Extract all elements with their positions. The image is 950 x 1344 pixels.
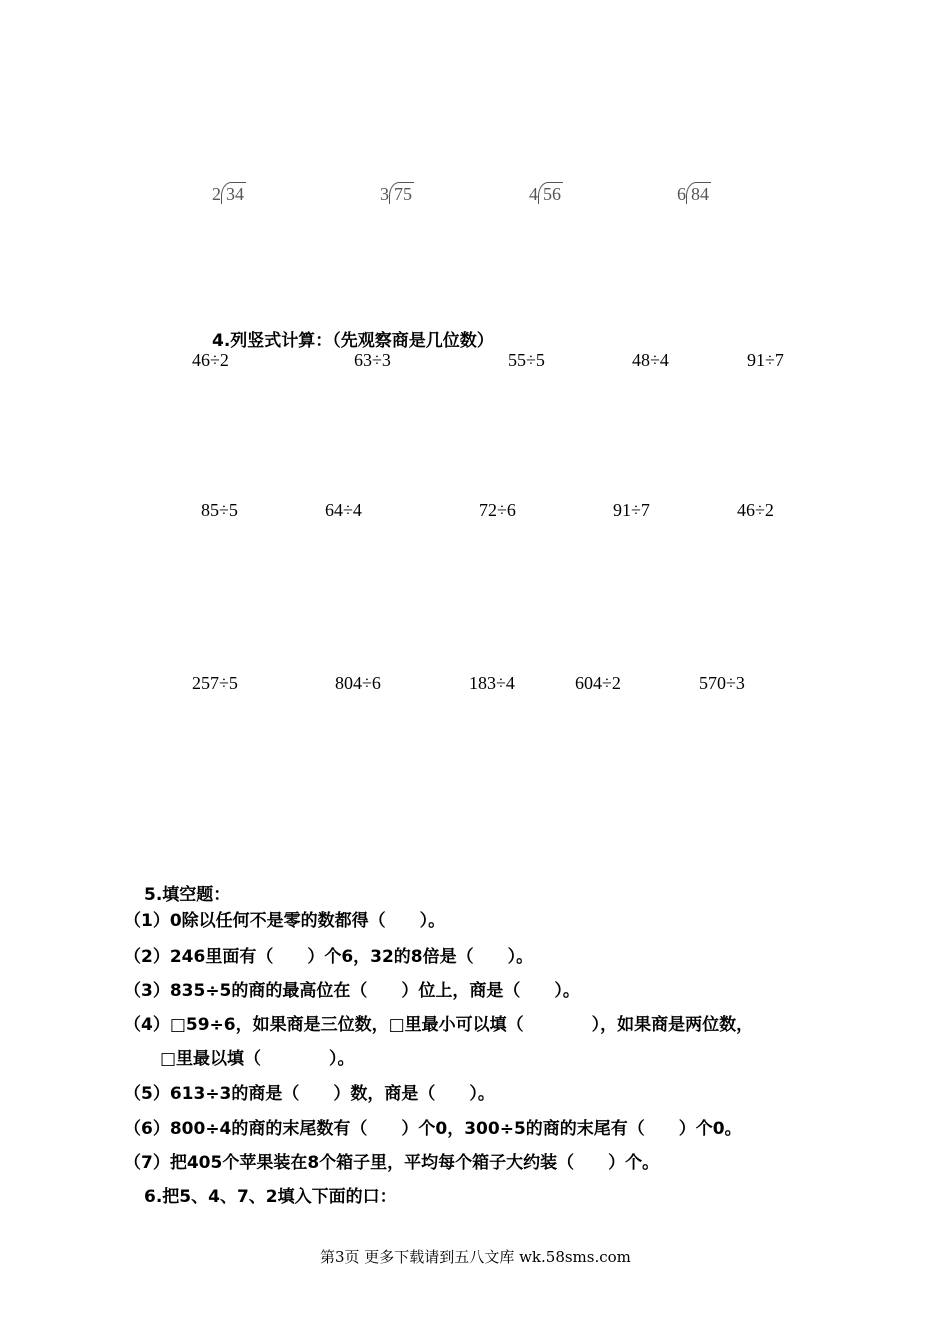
divisor: 4 (529, 184, 538, 204)
question-4: （4）□59÷6，如果商是三位数，□里最小可以填（ ），如果商是两位数， (124, 1015, 754, 1035)
section-6-heading: 6.把5、4、7、2填入下面的口： (144, 1187, 397, 1207)
question-3: （3）835÷5的商的最高位在（ ）位上，商是（ ）。 (124, 981, 580, 1001)
expression: 48÷4 (632, 350, 669, 370)
long-division-4 (677, 184, 711, 205)
long-division-1 (212, 184, 246, 205)
expression: 257÷5 (192, 673, 238, 693)
question-6: （6）800÷4的商的末尾数有（ ）个0，300÷5的商的末尾有（ ）个0。 (124, 1119, 742, 1139)
expression: 55÷5 (508, 350, 545, 370)
expression: 183÷4 (469, 673, 515, 693)
question-7: （7）把405个苹果装在8个箱子里，平均每个箱子大约装（ ）个。 (124, 1153, 660, 1173)
expression: 604÷2 (575, 673, 621, 693)
long-division-3 (529, 184, 563, 205)
expression: 46÷2 (737, 500, 774, 520)
expression: 64÷4 (325, 500, 362, 520)
expression: 63÷3 (354, 350, 391, 370)
expression: 804÷6 (335, 673, 381, 693)
divisor: 3 (380, 184, 389, 204)
dividend: 75 (389, 182, 414, 204)
dividend: 84 (686, 182, 711, 204)
question-2: （2）246里面有（ ）个6，32的8倍是（ ）。 (124, 947, 534, 967)
long-division-2 (380, 184, 414, 205)
divisor: 6 (677, 184, 686, 204)
question-1: （1）0除以任何不是零的数都得（ ）。 (124, 911, 446, 931)
expression: 46÷2 (192, 350, 229, 370)
expression: 85÷5 (201, 500, 238, 520)
dividend: 56 (538, 182, 563, 204)
expression: 91÷7 (747, 350, 784, 370)
divisor: 2 (212, 184, 221, 204)
expression: 72÷6 (479, 500, 516, 520)
expression: 91÷7 (613, 500, 650, 520)
section-4-heading: 4.列竖式计算：（先观察商是几位数） (212, 331, 494, 351)
expression: 570÷3 (699, 673, 745, 693)
page-footer: 第3页 更多下载请到五八文库 wk.58sms.com (320, 1248, 631, 1266)
question-4-continued: □里最以填（ ）。 (160, 1049, 355, 1069)
question-5: （5）613÷3的商是（ ）数，商是（ ）。 (124, 1084, 495, 1104)
section-5-heading: 5.填空题： (144, 885, 231, 905)
dividend: 34 (221, 182, 246, 204)
